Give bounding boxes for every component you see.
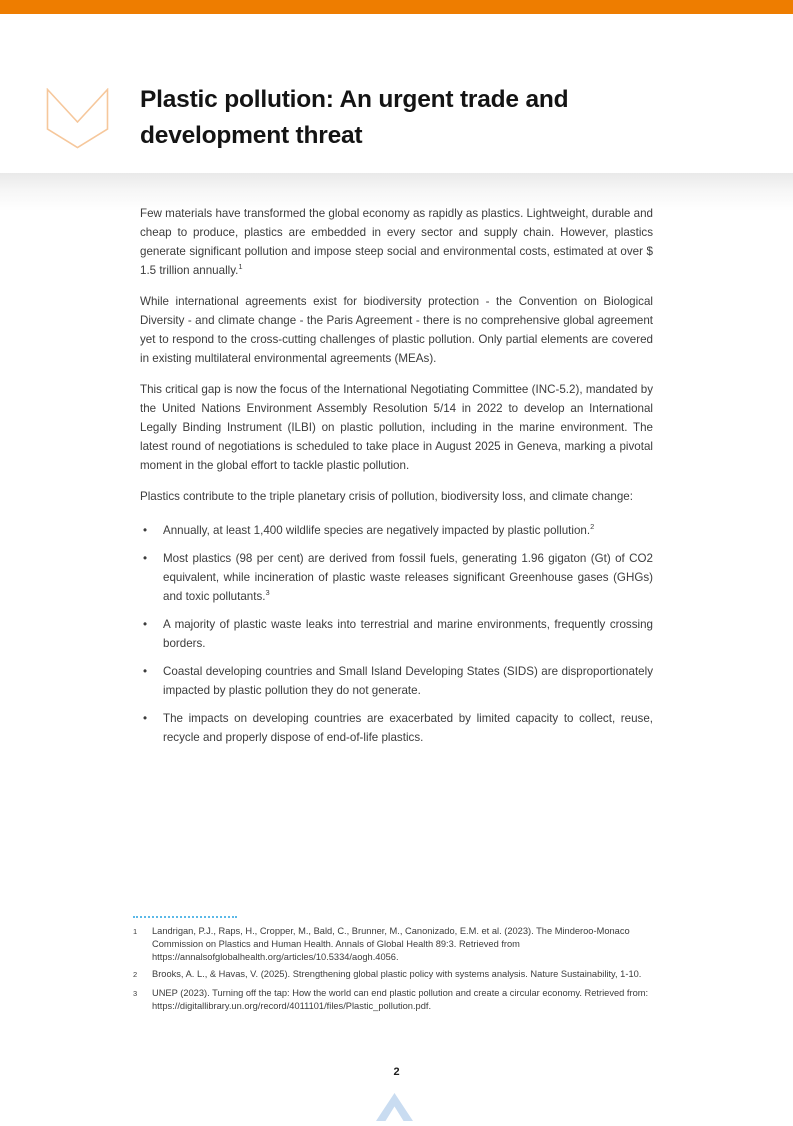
paragraph: Plastics contribute to the triple planetary crisis of pollution, biodiversity loss, and climate change: [140,490,633,503]
bullet-list [140,521,653,747]
paragraph: Few materials have transformed the global economy as rapidly as plastics. Lightweight, durable and cheap to produce, plastics are embedded in every sector and supply chain. However, plastics generate significant pollution and impose steep social and environmental costs, estimated at over $ 1.5 trillion annually.$^1$ [140,207,653,277]
page-title: Plastic pollution: An urgent trade and development threat [140,86,569,149]
footnote-divider [133,916,237,918]
footnote [133,925,657,963]
footnote-number: 2 [133,970,138,980]
bullet-icon: • [143,665,148,678]
footnotes-section [133,916,657,1018]
footnote-text: UNEP (2023). Turning off the tap: How the world can end plastic pollution and create a circular economy. Retrieved from: https://digitallibrary.un.org/record/4011101/files/Plastic_pollution.pdf. [152,988,649,1011]
list-item: • Coastal developing countries and Small Island Developing States (SIDS) are disproportionately impacted by plastic pollution they do not generate. [140,662,653,700]
list-item: • A majority of plastic waste leaks into terrestrial and marine environments, frequently crossing borders. [140,615,653,653]
chevron-up-icon [376,1093,413,1121]
footnote [133,987,657,1013]
footnote [133,968,657,982]
footnote-text: Brooks, A. L., & Havas, V. (2025). Strengthening global plastic policy with systems analysis. Nature Sustainability, 1-10. [152,969,642,980]
footnote-ref-3: 3 [265,588,270,598]
list-item: • The impacts on developing countries are exacerbated by limited capacity to collect, reuse, recycle and properly dispose of end-of-life plastics. [140,709,653,747]
top-accent-bar [0,0,793,14]
list-item: • Most plastics (98 per cent) are derived from fossil fuels, generating 1.96 gigaton (Gt) of CO2 equivalent, while incineration of plastic waste releases significant Greenhouse gases (GHGs) and toxic pollutants.$^3$ [140,549,653,606]
footnote-ref-2: 2 [590,522,595,532]
page-number: 2 [393,1066,400,1078]
paragraph: While international agreements exist for biodiversity protection - the Convention on Biological Diversity - and climate change - the Paris Agreement - there is no comprehensive global agreement yet to respond to the cross-cutting challenges of plastic pollution. Only partial elements are covered in existing multilateral environmental agreements (MEAs). [140,295,653,365]
bullet-icon: • [143,618,148,631]
footnote-text: Landrigan, P.J., Raps, H., Cropper, M., Bald, C., Brunner, M., Canonizado, E.M. et al. (2023). The Minderoo-Monaco Commission on Plastics and Human Health. Annals of Global Health 89:3. Retrieved from https://annalsofglobalhealth.org/articles/10.5334/aogh.4056. [152,926,630,962]
footnote-number: 3 [133,989,138,999]
bullet-icon: • [143,524,148,537]
bullet-icon: • [143,552,148,565]
list-item: • Annually, at least 1,400 wildlife species are negatively impacted by plastic pollution.$^2$ [140,521,653,540]
document-body [140,204,653,756]
footnote-number: 1 [133,927,138,936]
bullet-icon: • [143,712,148,725]
paragraph: This critical gap is now the focus of the International Negotiating Committee (INC-5.2), mandated by the United Nations Environment Assembly Resolution 5/14 in 2022 to develop an International Legally Binding Instrument (ILBI) on plastic pollution, including in the marine environment. The latest round of negotiations is scheduled to take place in August 2025 in Geneva, marking a pivotal moment in the global effort to tackle plastic pollution. [140,383,653,472]
chevron-down-logo-icon [46,88,109,149]
footnote-ref-1: 1 [238,262,243,272]
